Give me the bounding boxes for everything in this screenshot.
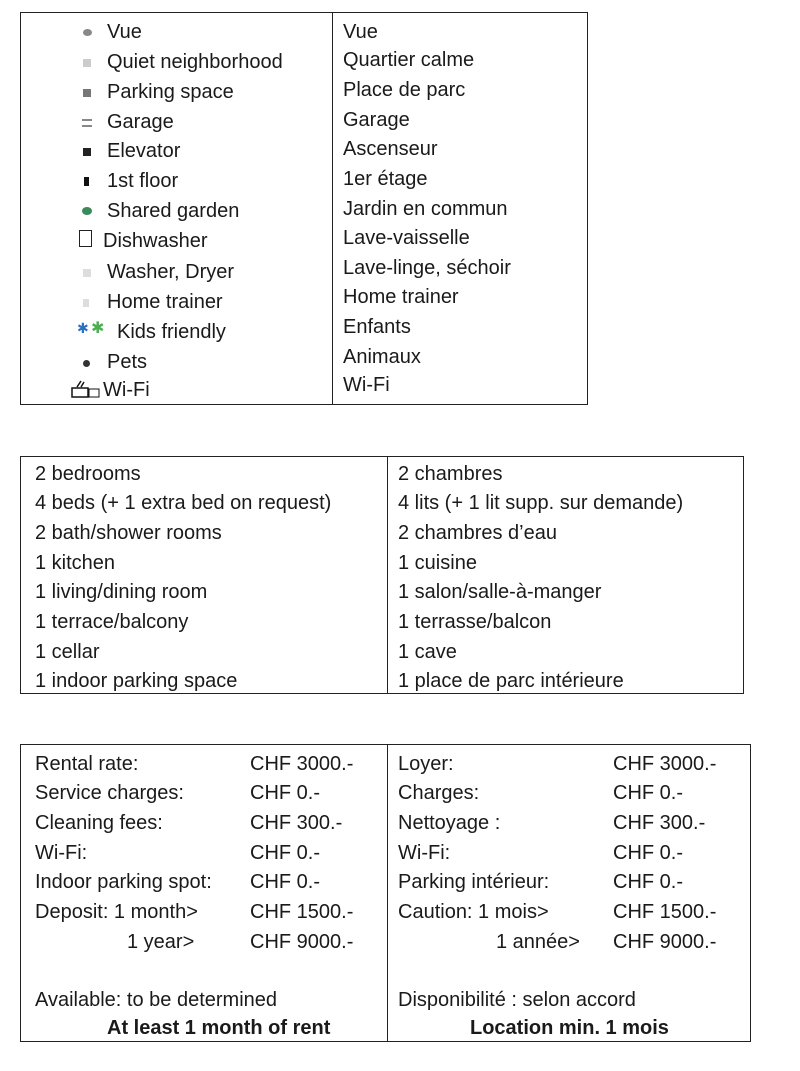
costs-english-column <box>21 745 387 1041</box>
room-fr-label: 1 place de parc intérieure <box>398 670 624 692</box>
cost-label: Indoor parking spot: <box>35 871 212 893</box>
garage-icon <box>82 119 92 127</box>
costs-table <box>20 744 751 1042</box>
washer-icon <box>83 269 91 277</box>
cost-label: 1 year> <box>127 931 195 953</box>
cost-label: Parking intérieur: <box>398 871 550 893</box>
cost-value: CHF 0.- <box>250 842 320 864</box>
cost-label: Service charges: <box>35 782 184 804</box>
cost-value: CHF 0.- <box>613 782 683 804</box>
amenities-english-column <box>21 13 332 404</box>
amenity-fr-label: Jardin en commun <box>343 198 508 220</box>
cost-value: CHF 300.- <box>250 812 343 834</box>
amenity-label: Home trainer <box>107 291 223 313</box>
amenities-table <box>20 12 588 405</box>
minimum-rent-text: At least 1 month of rent <box>107 1017 331 1039</box>
garden-icon <box>82 207 92 215</box>
amenity-label: Wi-Fi <box>103 379 150 401</box>
cost-value: CHF 1500.- <box>250 901 354 923</box>
cost-label: Charges: <box>398 782 480 804</box>
cost-value: CHF 3000.- <box>250 753 354 775</box>
room-en-label: 2 bedrooms <box>35 463 141 485</box>
amenity-label: Dishwasher <box>103 230 208 252</box>
amenity-fr-label: Enfants <box>343 316 411 338</box>
cost-label: Nettoyage : <box>398 812 501 834</box>
wifi-icon <box>71 380 103 398</box>
cost-label: Wi-Fi: <box>35 842 88 864</box>
amenity-label: Pets <box>107 351 148 373</box>
amenity-fr-label: Vue <box>343 21 378 43</box>
rooms-english-column <box>21 457 387 693</box>
availability-text: Available: to be determined <box>35 989 278 1011</box>
cost-value: CHF 1500.- <box>613 901 717 923</box>
cost-label: Wi-Fi: <box>398 842 451 864</box>
floor-icon <box>84 177 89 186</box>
room-fr-label: 2 chambres <box>398 463 503 485</box>
room-fr-label: 2 chambres d’eau <box>398 522 557 544</box>
room-en-label: 1 cellar <box>35 641 100 663</box>
amenity-fr-label: Wi-Fi <box>343 374 390 396</box>
room-fr-label: 1 cave <box>398 641 457 663</box>
amenity-fr-label: Place de parc <box>343 79 466 101</box>
cost-label: 1 année> <box>496 931 580 953</box>
cost-value: CHF 9000.- <box>250 931 354 953</box>
amenity-label: Washer, Dryer <box>107 261 235 283</box>
room-en-label: 1 indoor parking space <box>35 670 238 692</box>
elevator-icon <box>83 148 91 156</box>
amenity-label: Shared garden <box>107 200 240 222</box>
view-icon <box>83 29 92 36</box>
cost-value: CHF 0.- <box>613 842 683 864</box>
amenity-fr-label: Home trainer <box>343 286 459 308</box>
room-fr-label: 1 cuisine <box>398 552 477 574</box>
cost-label: Caution: 1 mois> <box>398 901 549 923</box>
amenity-label: Kids friendly <box>117 321 226 343</box>
svg-text:✱: ✱ <box>77 321 89 337</box>
amenity-label: Parking space <box>107 81 234 103</box>
rooms-french-column <box>387 457 743 693</box>
amenity-fr-label: Animaux <box>343 346 421 368</box>
room-fr-label: 1 salon/salle-à-manger <box>398 581 602 603</box>
room-fr-label: 1 terrasse/balcon <box>398 611 552 633</box>
dishwasher-icon <box>79 230 92 247</box>
minimum-rent-text: Location min. 1 mois <box>470 1017 669 1039</box>
amenity-fr-label: Quartier calme <box>343 49 475 71</box>
cost-value: CHF 9000.- <box>613 931 717 953</box>
amenity-fr-label: Garage <box>343 109 410 131</box>
kids-icon <box>77 319 113 337</box>
cost-label: Cleaning fees: <box>35 812 163 834</box>
cost-value: CHF 3000.- <box>613 753 717 775</box>
amenity-fr-label: Lave-linge, séchoir <box>343 257 511 279</box>
cost-label: Rental rate: <box>35 753 139 775</box>
cost-label: Deposit: 1 month> <box>35 901 198 923</box>
cost-label: Loyer: <box>398 753 454 775</box>
amenity-label: 1st floor <box>107 170 179 192</box>
room-en-label: 4 beds (+ 1 extra bed on request) <box>35 492 332 514</box>
amenities-french-column <box>332 13 587 404</box>
parking-icon <box>83 89 91 97</box>
amenity-label: Vue <box>107 21 142 43</box>
availability-text: Disponibilité : selon accord <box>398 989 636 1011</box>
pets-icon <box>83 360 90 367</box>
cost-value: CHF 0.- <box>250 782 320 804</box>
amenity-label: Garage <box>107 111 174 133</box>
room-en-label: 1 living/dining room <box>35 581 208 603</box>
svg-text:✱: ✱ <box>91 319 105 337</box>
cost-value: CHF 0.- <box>613 871 683 893</box>
amenity-fr-label: Lave-vaisselle <box>343 227 470 249</box>
cost-value: CHF 0.- <box>250 871 320 893</box>
room-fr-label: 4 lits (+ 1 lit supp. sur demande) <box>398 492 684 514</box>
cost-value: CHF 300.- <box>613 812 706 834</box>
costs-french-column <box>387 745 750 1041</box>
amenity-fr-label: 1er étage <box>343 168 428 190</box>
amenity-label: Elevator <box>107 140 181 162</box>
home-trainer-icon <box>83 299 89 307</box>
amenity-label: Quiet neighborhood <box>107 51 283 73</box>
rooms-table <box>20 456 744 694</box>
room-en-label: 1 kitchen <box>35 552 116 574</box>
amenity-fr-label: Ascenseur <box>343 138 438 160</box>
quiet-icon <box>83 59 91 67</box>
room-en-label: 2 bath/shower rooms <box>35 522 222 544</box>
room-en-label: 1 terrace/balcony <box>35 611 189 633</box>
